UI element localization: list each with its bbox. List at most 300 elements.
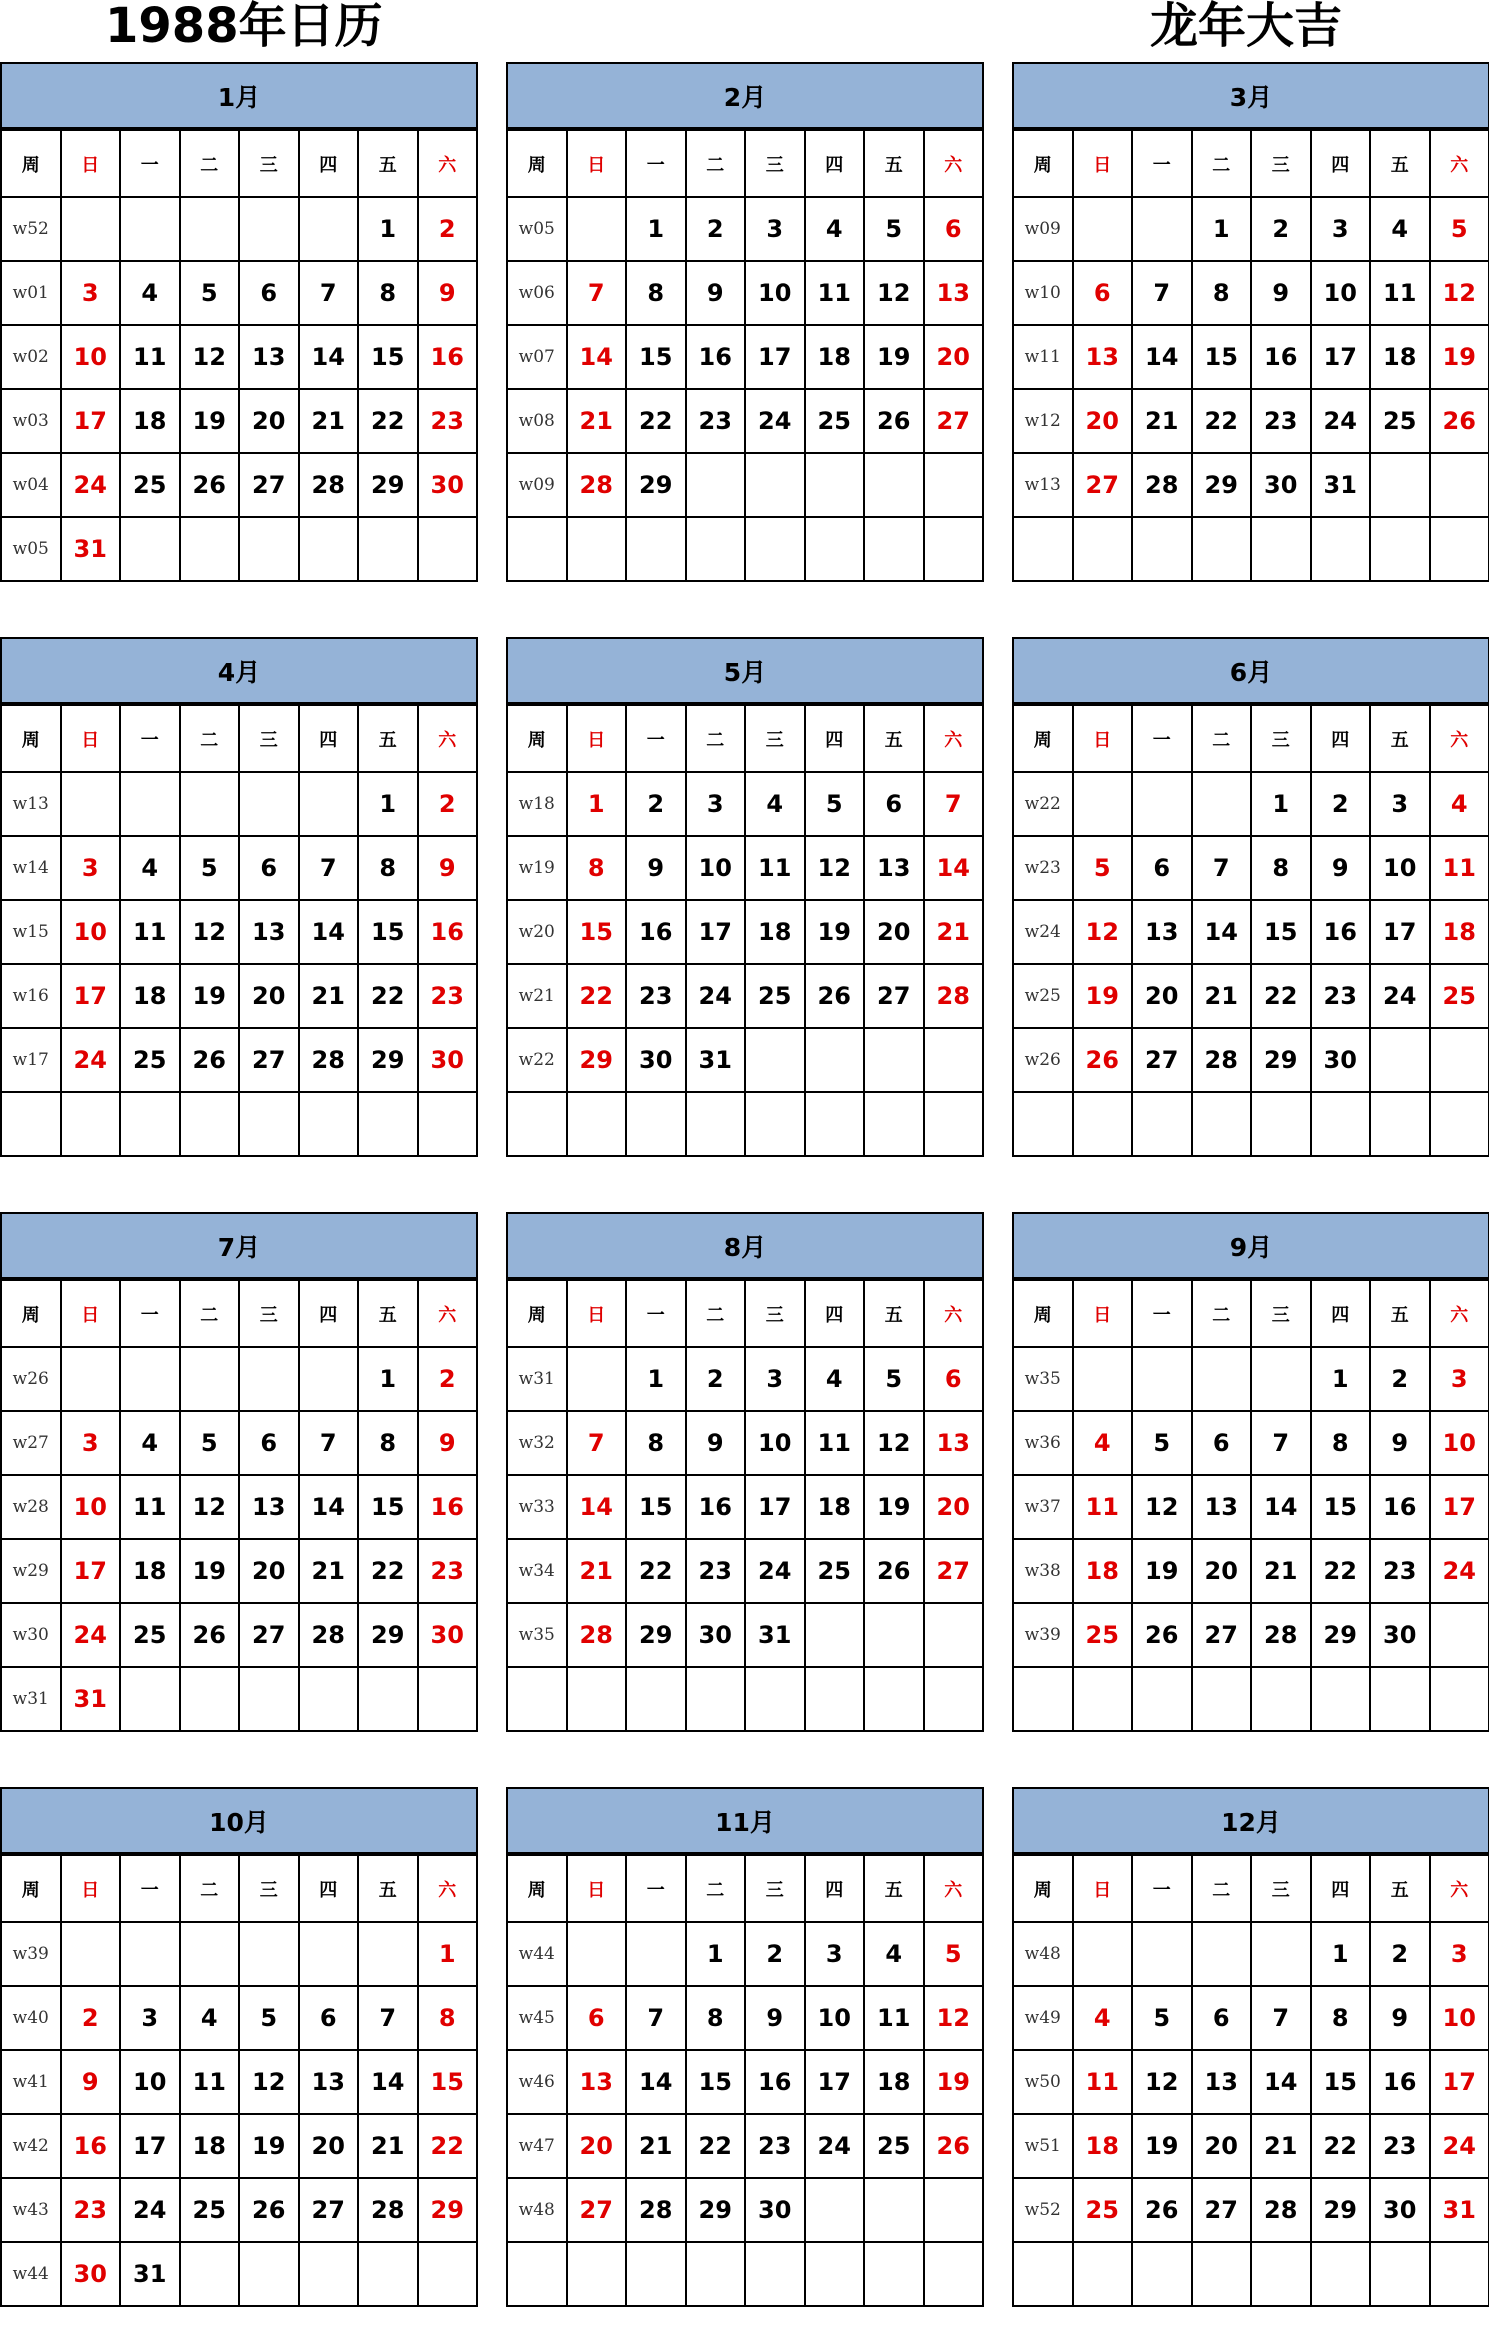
day-cell <box>418 1092 478 1156</box>
weekday-header: 一 <box>120 130 180 197</box>
day-cell: 24 <box>805 2114 865 2178</box>
day-cell <box>626 2242 686 2306</box>
day-cell: 1 <box>567 772 627 836</box>
day-cell: 5 <box>180 1411 240 1475</box>
week-number: w39 <box>1 1922 61 1986</box>
week-row <box>1013 261 1489 325</box>
week-number: w23 <box>1013 836 1073 900</box>
weekday-header: 四 <box>1311 1855 1371 1922</box>
day-cell: 27 <box>239 453 299 517</box>
day-cell: 16 <box>61 2114 121 2178</box>
week-row <box>1013 1922 1489 1986</box>
day-cell: 4 <box>120 261 180 325</box>
day-cell: 22 <box>358 1539 418 1603</box>
day-cell: 1 <box>626 1347 686 1411</box>
week-row <box>1013 1028 1489 1092</box>
day-cell: 17 <box>61 1539 121 1603</box>
week-row <box>507 261 983 325</box>
week-number: w26 <box>1 1347 61 1411</box>
weekday-header: 四 <box>805 1280 865 1347</box>
day-cell <box>61 197 121 261</box>
weekday-header: 周 <box>1 1280 61 1347</box>
day-cell <box>1132 1922 1192 1986</box>
weekday-header: 一 <box>120 1855 180 1922</box>
day-cell: 10 <box>805 1986 865 2050</box>
day-cell <box>61 1092 121 1156</box>
day-cell: 28 <box>924 964 984 1028</box>
day-cell: 26 <box>180 1028 240 1092</box>
day-cell: 30 <box>418 1603 478 1667</box>
day-cell <box>686 1092 746 1156</box>
day-cell <box>864 1028 924 1092</box>
day-cell: 8 <box>567 836 627 900</box>
day-cell: 16 <box>1311 900 1371 964</box>
day-cell: 10 <box>120 2050 180 2114</box>
day-cell: 28 <box>567 453 627 517</box>
day-cell: 15 <box>626 1475 686 1539</box>
week-row <box>1013 1411 1489 1475</box>
month-block <box>1012 637 1489 1157</box>
day-cell: 15 <box>358 325 418 389</box>
week-number: w42 <box>1 2114 61 2178</box>
day-cell: 5 <box>924 1922 984 1986</box>
calendar-title: 1988年日历 <box>105 0 383 54</box>
weekday-header: 五 <box>358 1855 418 1922</box>
weekday-header: 三 <box>239 705 299 772</box>
week-row <box>1 900 477 964</box>
day-cell: 23 <box>626 964 686 1028</box>
day-cell: 24 <box>61 1603 121 1667</box>
week-row <box>507 1922 983 1986</box>
weekday-header: 日 <box>61 130 121 197</box>
day-cell: 27 <box>924 389 984 453</box>
weekday-header: 四 <box>299 130 359 197</box>
day-cell: 29 <box>358 453 418 517</box>
day-cell: 23 <box>686 1539 746 1603</box>
day-cell <box>1311 517 1371 581</box>
day-cell: 30 <box>1311 1028 1371 1092</box>
month-title: 4月 <box>0 637 478 704</box>
day-cell: 12 <box>1430 261 1489 325</box>
day-cell <box>1430 2242 1489 2306</box>
weekday-header: 六 <box>418 1280 478 1347</box>
week-row <box>1013 389 1489 453</box>
day-cell: 19 <box>239 2114 299 2178</box>
day-cell <box>864 1667 924 1731</box>
day-cell: 27 <box>567 2178 627 2242</box>
day-cell: 8 <box>1251 836 1311 900</box>
day-cell: 19 <box>1132 2114 1192 2178</box>
weekday-header: 二 <box>180 1280 240 1347</box>
day-cell <box>1132 517 1192 581</box>
day-cell: 20 <box>864 900 924 964</box>
month-block <box>0 1212 478 1732</box>
week-row <box>1 2178 477 2242</box>
day-cell <box>686 1667 746 1731</box>
day-cell <box>1132 1347 1192 1411</box>
week-number: w10 <box>1013 261 1073 325</box>
day-cell <box>805 1028 865 1092</box>
day-cell: 8 <box>358 1411 418 1475</box>
day-cell <box>1132 2242 1192 2306</box>
day-cell: 4 <box>1430 772 1489 836</box>
day-cell: 15 <box>1311 2050 1371 2114</box>
weekday-header: 六 <box>924 1855 984 1922</box>
day-cell: 13 <box>924 1411 984 1475</box>
day-cell: 10 <box>1370 836 1430 900</box>
day-cell <box>626 1922 686 1986</box>
day-cell: 23 <box>1370 1539 1430 1603</box>
week-number: w35 <box>1013 1347 1073 1411</box>
month-block <box>506 1212 984 1732</box>
day-cell: 7 <box>567 1411 627 1475</box>
day-cell: 15 <box>626 325 686 389</box>
day-cell: 4 <box>180 1986 240 2050</box>
day-cell: 20 <box>924 1475 984 1539</box>
week-row <box>1 1411 477 1475</box>
day-cell: 2 <box>626 772 686 836</box>
week-row <box>1013 2242 1489 2306</box>
day-cell: 19 <box>180 389 240 453</box>
day-cell <box>299 1922 359 1986</box>
day-cell: 18 <box>180 2114 240 2178</box>
day-cell <box>1370 1092 1430 1156</box>
day-cell: 8 <box>358 261 418 325</box>
day-cell: 6 <box>1192 1411 1252 1475</box>
day-cell: 14 <box>1132 325 1192 389</box>
weekday-header: 三 <box>239 130 299 197</box>
week-number: w07 <box>507 325 567 389</box>
day-cell: 22 <box>1311 2114 1371 2178</box>
day-cell <box>1370 2242 1430 2306</box>
weekday-header: 日 <box>1073 1855 1133 1922</box>
weekday-header: 二 <box>180 130 240 197</box>
day-cell: 28 <box>299 1028 359 1092</box>
week-number <box>507 517 567 581</box>
weekday-header: 周 <box>1 130 61 197</box>
day-cell: 1 <box>418 1922 478 1986</box>
weekday-header: 日 <box>567 1855 627 1922</box>
day-cell <box>864 2178 924 2242</box>
day-cell: 13 <box>239 900 299 964</box>
day-cell <box>180 1667 240 1731</box>
day-cell: 20 <box>239 389 299 453</box>
day-cell: 6 <box>1073 261 1133 325</box>
day-cell <box>924 1092 984 1156</box>
day-cell: 7 <box>299 1411 359 1475</box>
week-row <box>507 772 983 836</box>
day-cell: 4 <box>745 772 805 836</box>
week-row <box>1 453 477 517</box>
day-cell: 1 <box>358 772 418 836</box>
week-row <box>1013 1539 1489 1603</box>
week-number: w28 <box>1 1475 61 1539</box>
week-row <box>1013 836 1489 900</box>
day-cell: 25 <box>745 964 805 1028</box>
day-cell <box>924 453 984 517</box>
week-number: w04 <box>1 453 61 517</box>
day-cell <box>805 2242 865 2306</box>
day-cell: 15 <box>567 900 627 964</box>
day-cell: 3 <box>61 261 121 325</box>
day-cell <box>299 517 359 581</box>
day-cell <box>924 517 984 581</box>
day-cell: 15 <box>686 2050 746 2114</box>
weekday-header: 五 <box>1370 130 1430 197</box>
day-cell: 4 <box>1073 1986 1133 2050</box>
day-cell: 15 <box>358 900 418 964</box>
day-cell: 13 <box>1192 1475 1252 1539</box>
day-cell <box>1251 517 1311 581</box>
week-row <box>1 1603 477 1667</box>
day-cell <box>805 453 865 517</box>
week-number <box>507 2242 567 2306</box>
day-cell <box>299 197 359 261</box>
month-block <box>506 637 984 1157</box>
day-cell: 9 <box>686 1411 746 1475</box>
week-number <box>507 1092 567 1156</box>
month-grid <box>0 129 478 582</box>
day-cell: 16 <box>418 325 478 389</box>
day-cell: 26 <box>805 964 865 1028</box>
weekday-header: 一 <box>1132 130 1192 197</box>
day-cell: 11 <box>745 836 805 900</box>
day-cell: 22 <box>1192 389 1252 453</box>
day-cell: 30 <box>418 453 478 517</box>
day-cell: 4 <box>805 1347 865 1411</box>
day-cell <box>1311 1092 1371 1156</box>
day-cell: 5 <box>180 836 240 900</box>
weekday-header: 六 <box>1430 1855 1489 1922</box>
day-cell <box>686 2242 746 2306</box>
month-title: 2月 <box>506 62 984 129</box>
weekday-header: 一 <box>626 1280 686 1347</box>
day-cell <box>864 1603 924 1667</box>
day-cell <box>1073 772 1133 836</box>
day-cell: 2 <box>418 1347 478 1411</box>
weekday-header: 二 <box>1192 1855 1252 1922</box>
day-cell: 7 <box>626 1986 686 2050</box>
day-cell <box>626 1092 686 1156</box>
week-row <box>1013 1986 1489 2050</box>
weekday-header: 二 <box>1192 130 1252 197</box>
day-cell: 10 <box>1430 1986 1489 2050</box>
day-cell: 22 <box>418 2114 478 2178</box>
day-cell: 7 <box>1251 1986 1311 2050</box>
day-cell <box>864 2242 924 2306</box>
day-cell: 29 <box>1311 2178 1371 2242</box>
day-cell: 11 <box>805 261 865 325</box>
day-cell: 19 <box>180 964 240 1028</box>
day-cell: 26 <box>1073 1028 1133 1092</box>
weekday-header: 周 <box>1 1855 61 1922</box>
week-row <box>1013 517 1489 581</box>
week-number: w39 <box>1013 1603 1073 1667</box>
day-cell: 3 <box>1430 1922 1489 1986</box>
day-cell <box>299 772 359 836</box>
day-cell: 30 <box>61 2242 121 2306</box>
day-cell <box>745 517 805 581</box>
day-cell: 31 <box>1311 453 1371 517</box>
weekday-header: 二 <box>180 705 240 772</box>
day-cell: 27 <box>924 1539 984 1603</box>
day-cell: 14 <box>299 1475 359 1539</box>
day-cell: 12 <box>180 900 240 964</box>
day-cell: 25 <box>805 389 865 453</box>
day-cell <box>567 197 627 261</box>
day-cell: 9 <box>418 836 478 900</box>
weekday-header: 一 <box>120 705 180 772</box>
day-cell: 29 <box>358 1028 418 1092</box>
day-cell: 6 <box>1192 1986 1252 2050</box>
day-cell: 18 <box>864 2050 924 2114</box>
week-number: w22 <box>507 1028 567 1092</box>
weekday-header: 四 <box>299 705 359 772</box>
day-cell <box>1311 1667 1371 1731</box>
day-cell: 25 <box>120 1603 180 1667</box>
week-row <box>507 1986 983 2050</box>
day-cell: 9 <box>745 1986 805 2050</box>
day-cell <box>120 197 180 261</box>
day-cell: 15 <box>418 2050 478 2114</box>
day-cell: 14 <box>358 2050 418 2114</box>
day-cell: 16 <box>418 1475 478 1539</box>
day-cell: 21 <box>1132 389 1192 453</box>
day-cell: 4 <box>805 197 865 261</box>
month-title: 8月 <box>506 1212 984 1279</box>
day-cell: 26 <box>180 453 240 517</box>
day-cell <box>1073 1922 1133 1986</box>
weekday-header: 四 <box>805 705 865 772</box>
day-cell: 27 <box>1132 1028 1192 1092</box>
day-cell: 22 <box>358 964 418 1028</box>
week-row <box>1 964 477 1028</box>
day-cell: 18 <box>745 900 805 964</box>
day-cell <box>180 1347 240 1411</box>
day-cell: 5 <box>805 772 865 836</box>
day-cell: 23 <box>61 2178 121 2242</box>
weekday-header-row <box>507 130 983 197</box>
day-cell: 8 <box>686 1986 746 2050</box>
month-title: 11月 <box>506 1787 984 1854</box>
day-cell: 10 <box>686 836 746 900</box>
day-cell: 20 <box>1073 389 1133 453</box>
day-cell: 10 <box>61 1475 121 1539</box>
weekday-header-row <box>1 1280 477 1347</box>
week-row <box>1013 2114 1489 2178</box>
day-cell: 14 <box>1192 900 1252 964</box>
week-number: w02 <box>1 325 61 389</box>
day-cell: 27 <box>239 1603 299 1667</box>
day-cell <box>1311 2242 1371 2306</box>
week-number: w35 <box>507 1603 567 1667</box>
day-cell: 19 <box>924 2050 984 2114</box>
day-cell <box>805 1667 865 1731</box>
day-cell <box>180 1092 240 1156</box>
day-cell: 11 <box>1073 1475 1133 1539</box>
week-number: w48 <box>1013 1922 1073 1986</box>
day-cell: 3 <box>120 1986 180 2050</box>
weekday-header: 四 <box>1311 1280 1371 1347</box>
week-row <box>1013 964 1489 1028</box>
day-cell <box>239 517 299 581</box>
week-number: w22 <box>1013 772 1073 836</box>
day-cell: 4 <box>864 1922 924 1986</box>
day-cell: 28 <box>358 2178 418 2242</box>
day-cell: 10 <box>745 1411 805 1475</box>
month-grid <box>506 1279 984 1732</box>
day-cell: 31 <box>1430 2178 1489 2242</box>
day-cell <box>745 453 805 517</box>
week-row <box>1 1922 477 1986</box>
week-row <box>507 517 983 581</box>
day-cell <box>61 772 121 836</box>
day-cell: 2 <box>418 197 478 261</box>
day-cell <box>1370 1028 1430 1092</box>
month-title: 12月 <box>1012 1787 1489 1854</box>
weekday-header: 二 <box>1192 705 1252 772</box>
day-cell: 31 <box>61 1667 121 1731</box>
day-cell: 17 <box>686 900 746 964</box>
month-title: 10月 <box>0 1787 478 1854</box>
day-cell <box>358 1922 418 1986</box>
weekday-header: 周 <box>507 130 567 197</box>
day-cell: 21 <box>567 389 627 453</box>
week-number <box>1013 1092 1073 1156</box>
week-row <box>1013 1475 1489 1539</box>
day-cell <box>864 517 924 581</box>
day-cell: 21 <box>299 389 359 453</box>
weekday-header: 日 <box>1073 130 1133 197</box>
day-cell: 20 <box>299 2114 359 2178</box>
day-cell: 19 <box>1430 325 1489 389</box>
day-cell: 4 <box>120 836 180 900</box>
week-number: w49 <box>1013 1986 1073 2050</box>
weekday-header: 三 <box>745 1280 805 1347</box>
week-row <box>1 325 477 389</box>
day-cell: 10 <box>1311 261 1371 325</box>
day-cell: 29 <box>1251 1028 1311 1092</box>
day-cell: 17 <box>745 1475 805 1539</box>
weekday-header: 二 <box>686 705 746 772</box>
weekday-header: 周 <box>507 705 567 772</box>
day-cell: 27 <box>1192 1603 1252 1667</box>
day-cell: 1 <box>358 1347 418 1411</box>
day-cell: 14 <box>924 836 984 900</box>
day-cell <box>567 517 627 581</box>
day-cell: 3 <box>1430 1347 1489 1411</box>
day-cell: 5 <box>1430 197 1489 261</box>
month-block <box>0 62 478 582</box>
week-row <box>1013 197 1489 261</box>
day-cell: 29 <box>567 1028 627 1092</box>
week-row <box>1 836 477 900</box>
month-grid <box>506 1854 984 2307</box>
day-cell <box>924 2178 984 2242</box>
day-cell <box>567 1922 627 1986</box>
day-cell: 5 <box>180 261 240 325</box>
day-cell: 2 <box>418 772 478 836</box>
day-cell <box>180 197 240 261</box>
day-cell: 11 <box>120 1475 180 1539</box>
day-cell: 18 <box>1073 1539 1133 1603</box>
week-number <box>1 1092 61 1156</box>
day-cell: 3 <box>1311 197 1371 261</box>
day-cell <box>358 1667 418 1731</box>
day-cell <box>1132 1667 1192 1731</box>
day-cell <box>1192 772 1252 836</box>
day-cell: 23 <box>418 389 478 453</box>
